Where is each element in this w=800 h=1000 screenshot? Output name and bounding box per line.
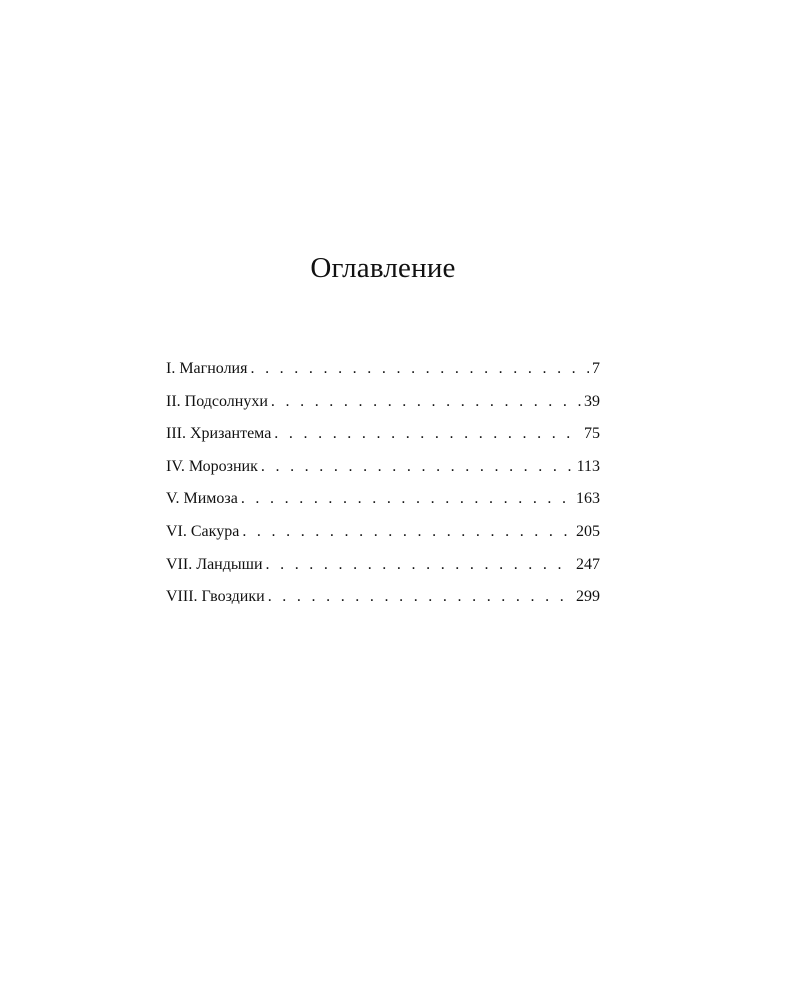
dot-leader xyxy=(274,425,581,443)
dot-leader xyxy=(241,490,573,508)
toc-entry-label: I. Магнолия xyxy=(166,360,248,377)
toc-entry xyxy=(166,393,600,426)
toc-entry-page: 39 xyxy=(584,392,600,410)
toc-entry-page: 247 xyxy=(576,555,600,573)
toc-entry-page: 205 xyxy=(576,522,600,540)
toc-entry xyxy=(166,588,600,621)
toc-entry-page: 113 xyxy=(576,457,600,475)
toc-entry xyxy=(166,360,600,393)
toc-entry-label: VIII. Гвоздики xyxy=(166,588,265,606)
dot-leader xyxy=(261,458,574,476)
toc-entry xyxy=(166,490,600,523)
toc-entry-label: IV. Морозник xyxy=(166,457,258,475)
toc-entry-page: 163 xyxy=(576,490,600,508)
toc-entry-page: 75 xyxy=(584,425,600,443)
toc-entry-label: V. Мимоза xyxy=(166,490,238,508)
dot-leader xyxy=(268,588,573,606)
toc-entry-page: 299 xyxy=(576,588,600,606)
toc-entry xyxy=(166,458,600,491)
toc-entry xyxy=(166,556,600,589)
toc-entry-page: 7 xyxy=(592,360,600,377)
page-title: Оглавление xyxy=(310,252,456,284)
dot-leader xyxy=(271,393,581,411)
toc-entry-label: VII. Ландыши xyxy=(166,555,263,573)
toc-entry xyxy=(166,425,600,458)
toc-entry-label: VI. Сакура xyxy=(166,522,240,540)
dot-leader xyxy=(242,523,573,541)
dot-leader xyxy=(250,360,589,378)
dot-leader xyxy=(266,556,574,574)
toc-entry xyxy=(166,523,600,556)
toc-entry-label: III. Хризантема xyxy=(166,425,272,443)
toc-entry-label: II. Подсолнухи xyxy=(166,392,268,410)
table-of-contents xyxy=(166,360,600,621)
